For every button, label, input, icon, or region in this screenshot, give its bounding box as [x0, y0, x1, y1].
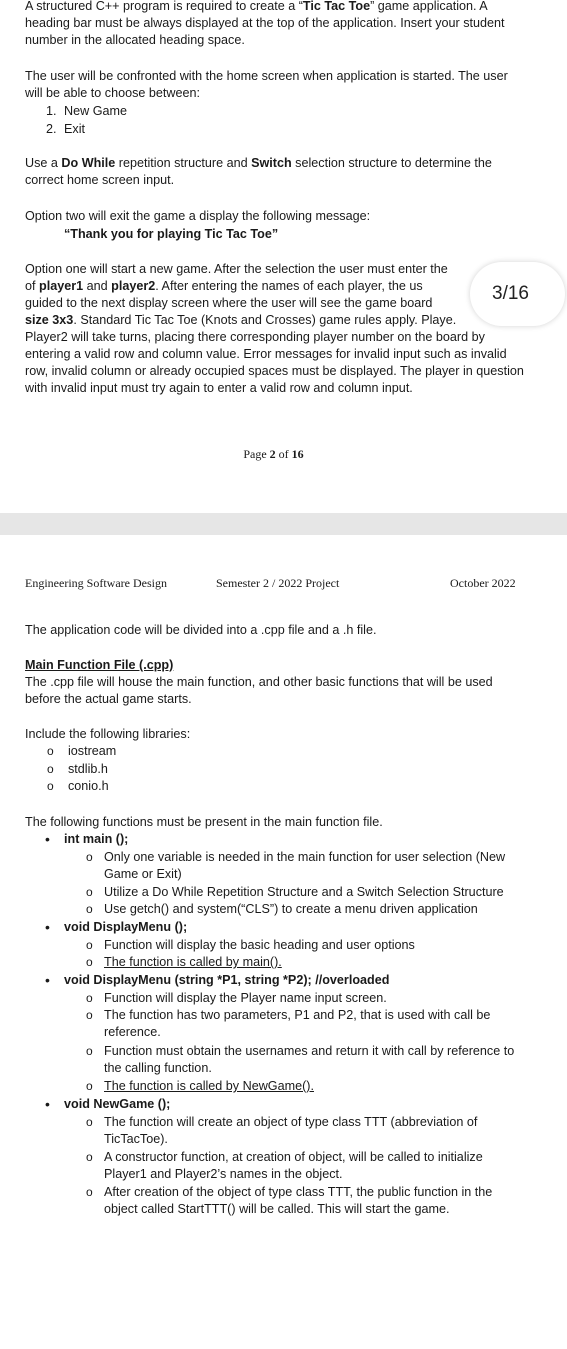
page-counter-badge: [470, 262, 565, 326]
document-page-2: [0, 0, 567, 513]
option-number: 2.: [46, 122, 57, 136]
function-detail: Use getch() and system(“CLS”) to create a menu driven application: [104, 902, 478, 916]
page-counter-text: 3/16: [492, 283, 529, 304]
option-two-paragraph: Option two will exit the game a display the following message:: [25, 209, 371, 223]
function-detail: The function is called by main().: [104, 955, 282, 969]
bullet-icon: •: [45, 919, 50, 935]
option-label: New Game: [64, 104, 127, 118]
option-label: Exit: [64, 122, 85, 136]
intro-paragraph: A structured C++ program is required to create a “Tic Tac Toe” game application. A heading bar must be always displayed at the top of the application. Insert your student number in the allocated heading space.: [25, 0, 505, 47]
circle-bullet-icon: o: [47, 779, 54, 793]
function-detail: Only one variable is needed in the main function for user selection (New Game or Exit): [104, 850, 506, 881]
home-screen-paragraph: The user will be confronted with the home screen when application is started. The user will be able to choose between:: [25, 69, 508, 100]
function-detail: A constructor function, at creation of object, will be called to initialize Player1 and Player2’s names in the object.: [104, 1150, 483, 1181]
function-signature: int main ();: [64, 832, 129, 846]
function-detail: The function has two parameters, P1 and P2, that is used with call be reference.: [104, 1008, 491, 1039]
option-one-line: Option one will start a new game. After the selection the user must enter the: [25, 262, 448, 276]
library-item: conio.h: [68, 779, 109, 793]
library-item: iostream: [68, 744, 117, 758]
functions-intro: The following functions must be present in the main function file.: [25, 815, 383, 829]
document-page-3: [0, 535, 567, 1349]
circle-bullet-icon: o: [86, 1079, 93, 1093]
circle-bullet-icon: o: [86, 1044, 93, 1058]
header-date: October 2022: [450, 576, 516, 590]
circle-bullet-icon: o: [47, 762, 54, 776]
circle-bullet-icon: o: [86, 850, 93, 864]
circle-bullet-icon: o: [86, 1115, 93, 1129]
function-signature: void NewGame ();: [64, 1097, 171, 1111]
circle-bullet-icon: o: [86, 1150, 93, 1164]
circle-bullet-icon: o: [86, 991, 93, 1005]
circle-bullet-icon: o: [47, 744, 54, 758]
option-one-paragraph: [25, 261, 525, 397]
bullet-icon: •: [45, 1096, 50, 1112]
thank-you-message: “Thank you for playing Tic Tac Toe”: [64, 227, 279, 241]
option-one-line: size 3x3. Standard Tic Tac Toe (Knots and Crosses) game rules apply. Playe.: [25, 313, 457, 327]
header-semester: Semester 2 / 2022 Project: [216, 576, 340, 590]
page-separator: [0, 513, 567, 535]
function-signature: void DisplayMenu ();: [64, 920, 188, 934]
function-detail: Function will display the basic heading and user options: [104, 938, 415, 952]
function-detail: After creation of the object of type class TTT, the public function in the object called StartTTT() will be called. This will start the game.: [104, 1185, 493, 1216]
bullet-icon: •: [45, 972, 50, 988]
circle-bullet-icon: o: [86, 955, 93, 969]
libraries-intro: Include the following libraries:: [25, 727, 191, 741]
option-number: 1.: [46, 104, 57, 118]
option-one-line: Player2 will take turns, placing there corresponding player number on the board by entering a valid row and column value. Error messages for invalid input such as invalid row, invalid column or already occupied spaces must be displayed. The player in question with invalid input must try again to enter a valid row and column input.: [25, 330, 524, 395]
main-function-description: The .cpp file will house the main function, and other basic functions that will be used before the actual game starts.: [25, 675, 493, 706]
do-while-paragraph: Use a Do While repetition structure and Switch selection structure to determine the correct home screen input.: [25, 156, 492, 187]
circle-bullet-icon: o: [86, 1008, 93, 1022]
divided-paragraph: The application code will be divided into a .cpp file and a .h file.: [25, 623, 377, 637]
circle-bullet-icon: o: [86, 902, 93, 916]
function-detail: The function will create an object of type class TTT (abbreviation of TicTacToe).: [104, 1115, 478, 1146]
circle-bullet-icon: o: [86, 938, 93, 952]
bullet-icon: •: [45, 831, 50, 847]
circle-bullet-icon: o: [86, 1185, 93, 1199]
circle-bullet-icon: o: [86, 885, 93, 899]
function-detail: Function will display the Player name input screen.: [104, 991, 387, 1005]
function-signature: void DisplayMenu (string *P1, string *P2); //overloaded: [64, 973, 390, 987]
option-one-line: of player1 and player2. After entering the names of each player, the us: [25, 279, 423, 293]
function-detail: Utilize a Do While Repetition Structure and a Switch Selection Structure: [104, 885, 504, 899]
function-detail: The function is called by NewGame().: [104, 1079, 314, 1093]
page-number-footer: Page 2 of 16: [243, 447, 304, 461]
header-course: Engineering Software Design: [25, 576, 167, 590]
function-detail: Function must obtain the usernames and return it with call by reference to the calling function.: [104, 1044, 515, 1075]
library-item: stdlib.h: [68, 762, 108, 776]
option-one-line: guided to the next display screen where the user will see the game board: [25, 296, 433, 310]
main-function-title: Main Function File (.cpp): [25, 658, 174, 672]
